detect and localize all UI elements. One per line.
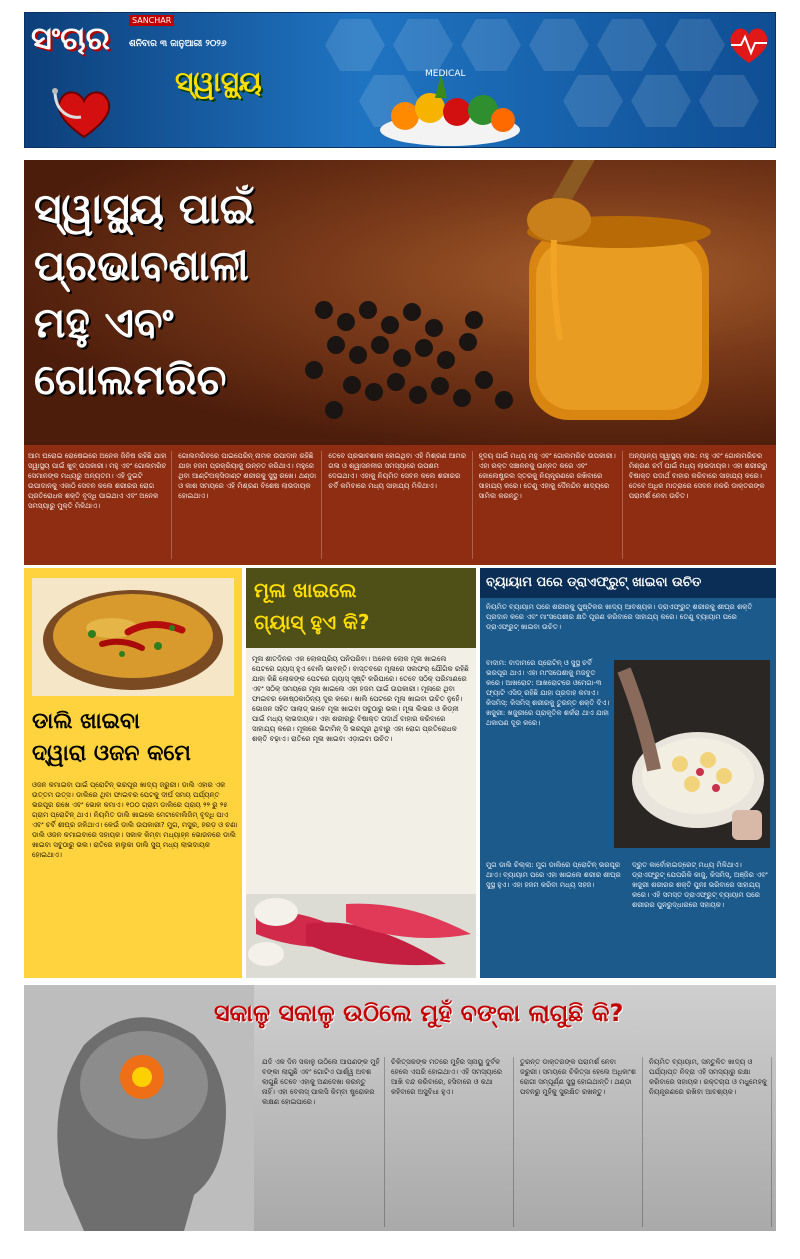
facial-palsy-column: ଯଦି ଏକ ଦିନ ସକାଳୁ ଉଠିଲେ ଆପଣଙ୍କ ମୁହଁ ବଙ୍କା ଲାଗୁଛି ଏବଂ ଗୋଟିଏ ପାର୍ଶ୍ୱ ଅବଶ ଲାଗୁଛି ତେବେ ଏହାକୁ ଅଣଦେଖା କରନ୍ତୁ ନାହିଁ। ଏହା ବେଲସ୍ ପାଲସି କିମ୍ବା ଷ୍ଟ୍ରୋକର ଲକ୍ଷଣ ହୋଇପାରେ। — [262, 1057, 385, 1227]
logo-tag: SANCHAR — [129, 15, 174, 26]
hex-decoration — [325, 19, 385, 71]
hero-column: ଆମ ଘରୋଇ ରୋଷେଇରେ ଅନେକ ଜିନିଷ ରହିଛି ଯାହା ସ୍ୱାସ୍ଥ୍ୟ ପାଇଁ ଖୁବ୍ ଉପକାରୀ। ମହୁ ଏବଂ ଗୋଲମରିଚ ସେମାନଙ୍କ ମଧ୍ୟରୁ ଅନ୍ୟତମ। ଏହି ଦୁଇଟି ଉପାଦାନକୁ ଏକାଠି ସେବନ କଲେ ଶରୀରର ରୋଗ ପ୍ରତିରୋଧକ ଶକ୍ତି ବୃଦ୍ଧି ପାଇଥାଏ ଏବଂ ଅନେକ ସମସ୍ୟାରୁ ମୁକ୍ତି ମିଳିଥାଏ। — [28, 451, 172, 559]
radish-article — [246, 568, 476, 978]
facial-palsy-article — [24, 985, 776, 1231]
radish-title-line: ଗ୍ୟାସ୍ ହୁଏ କି? — [254, 610, 370, 634]
hero-column: ଗୋଲମରିଚରେ ପାଇପେରିନ୍ ନାମକ ଉପାଦାନ ରହିଛି ଯାହା ହଜମ ପ୍ରକ୍ରିୟାକୁ ଉନ୍ନତ କରିଥାଏ। ମହୁରେ ଥିବା ଆଣ୍ଟିଅକ୍ସିଡାଣ୍ଟ ଶରୀରକୁ ସୁସ୍ଥ ରଖେ। ଥଣ୍ଡା ଓ କାଶ ସମୟରେ ଏହି ମିଶ୍ରଣ ବିଶେଷ ଲାଭଦାୟକ ହୋଇଥାଏ। — [178, 451, 322, 559]
dal-title — [32, 706, 236, 770]
hero-column: ଅନ୍ୟାନ୍ୟ ସ୍ୱାସ୍ଥ୍ୟ ଲାଭ: ମହୁ ଏବଂ ଗୋଲମରିଚର ମିଶ୍ରଣ ଚର୍ମ ପାଇଁ ମଧ୍ୟ ଲାଭଦାୟକ। ଏହା ଶରୀରରୁ ବିଷାକ୍ତ ପଦାର୍ଥ ବାହାର କରିବାରେ ସାହାଯ୍ୟ କରେ। ତେବେ ଅଧିକ ମାତ୍ରାରେ ସେବନ ନକରି ଡାକ୍ତରଙ୍କ ପରାମର୍ଶ ନେବା ଉଚିତ। — [628, 452, 768, 500]
dal-bowl-photo — [32, 578, 234, 696]
dal-title-line: ଦ୍ୱାରା ଓଜନ କମେ — [32, 741, 191, 766]
hero-title-line: ସ୍ୱାସ୍ଥ୍ୟ ପାଇଁ — [34, 184, 255, 233]
dry-fruits-title: ବ୍ୟାୟାମ ପରେ ଡ୍ରାଏଫ୍ରୁଟ୍ ଖାଇବା ଉଚିତ — [480, 568, 776, 598]
facial-palsy-column: ଚିକିତ୍ସକଙ୍କ ମତରେ ମୁହଁର ସ୍ନାୟୁ ଦୁର୍ବଳ ହେଲେ ଏପରି ହୋଇଥାଏ। ଏହି ସମସ୍ୟାରେ ଆଖି ବନ୍ଦ କରିବାରେ, ହସିବାରେ ଓ କଥା କହିବାରେ ଅସୁବିଧା ହୁଏ। — [391, 1057, 514, 1227]
radish-title — [254, 574, 470, 638]
hero-column: ହୃଦୟ ପାଇଁ ମଧ୍ୟ ମହୁ ଏବଂ ଗୋଲମରିଚ ଉପକାରୀ। ଏହା ରକ୍ତ ସଞ୍ଚାଳନକୁ ଉନ୍ନତ କରେ ଏବଂ କୋଲେଷ୍ଟ୍ରଲ ସ୍ତରକୁ ନିୟନ୍ତ୍ରଣରେ ରଖିବାରେ ସାହାଯ୍ୟ କରେ। ତେଣୁ ଏହାକୁ ଦୈନନ୍ଦିନ ଖାଦ୍ୟରେ ସାମିଲ କରନ୍ତୁ। — [479, 451, 623, 559]
dal-title-line: ଡାଲି ଖାଇବା — [32, 709, 140, 734]
hero-body — [24, 445, 776, 565]
stethoscope-heart-icon — [51, 83, 117, 143]
dal-body: ଓଜନ କମାଇବା ପାଇଁ ପ୍ରୋଟିନ୍ ଭରପୂର ଖାଦ୍ୟ ଜରୁରୀ। ଡାଲି ଏହାର ଏକ ଉତ୍ତମ ଉତ୍ସ। ଡାଲିରେ ଥିବା ଫାଇବର ପେଟକୁ ଦୀର୍ଘ ସମୟ ପର୍ଯ୍ୟନ୍ତ ଭରପୂର ରଖେ ଏବଂ ଭୋକ କମାଏ। ୧୦୦ ଗ୍ରାମ ଡାଲିରେ ପ୍ରାୟ ୨୨ ରୁ ୨୫ ଗ୍ରାମ ପ୍ରୋଟିନ୍ ଥାଏ। ନିୟମିତ ଡାଲି ଖାଇଲେ ମେଟାବୋଲିଜିମ୍ ବୃଦ୍ଧି ପାଏ ଏବଂ ଚର୍ବି ଶୀଘ୍ର ଜଳିଥାଏ। କେଉଁ ଡାଲି ଉପକାରୀ? ମୁଗ, ମସୁର, ହରଡ଼ ଓ ଚଣା ଡାଲି ଓଜନ କମାଇବାରେ ସହାୟକ। ସକାଳ କିମ୍ବା ମଧ୍ୟାହ୍ନ ଭୋଜନରେ ଡାଲି ଖାଇବା ସବୁଠାରୁ ଭଲ। ରାତିରେ ହାଲୁକା ଡାଲି ସୁପ୍ ମଧ୍ୟ ଲାଭଦାୟକ ହୋଇଥାଏ। — [32, 781, 238, 859]
oats-bowl-photo — [614, 660, 770, 848]
dry-fruits-article — [480, 568, 776, 978]
facial-palsy-column: ତୁରନ୍ତ ଡାକ୍ତରଙ୍କ ପରାମର୍ଶ ନେବା ଜରୁରୀ। ସମୟରେ ଚିକିତ୍ସା ହେଲେ ଅଧିକାଂଶ ରୋଗୀ ସମ୍ପୂର୍ଣ୍ଣ ସୁସ୍ଥ ହୋଇଥାନ୍ତି। ଥଣ୍ଡା ପବନରୁ ମୁହଁକୁ ସୁରକ୍ଷିତ ରଖନ୍ତୁ। — [520, 1057, 643, 1227]
hex-decoration — [597, 19, 657, 71]
hero-title-line: ଗୋଲମରିଚ — [34, 355, 227, 404]
honey-peppercorn-photo — [274, 160, 776, 445]
hex-decoration — [461, 19, 521, 71]
facial-palsy-body — [262, 1057, 772, 1227]
radish-title-line: ମୂଳା ଖାଇଲେ — [254, 578, 357, 602]
hex-decoration — [563, 75, 623, 127]
newspaper-logo: ସଂଚାର — [31, 19, 110, 57]
radish-body: ମୂଳା ଶୀତଦିନର ଏକ ଲୋକପ୍ରିୟ ପନିପରିବା। ଅନେକ ଲୋକ ମୂଳା ଖାଇଲେ ପେଟରେ ଗ୍ୟାସ୍ ହୁଏ ବୋଲି ଭାବନ୍ତି। ବାସ୍ତବରେ ମୂଳାରେ ସଲଫର୍ ଯୌଗିକ ରହିଛି ଯାହା କିଛି ଲୋକଙ୍କ ପେଟରେ ଗ୍ୟାସ୍ ସୃଷ୍ଟି କରିପାରେ। ତେବେ ସଠିକ୍ ପରିମାଣରେ ଏବଂ ସଠିକ୍ ସମୟରେ ମୂଳା ଖାଇଲେ ଏହା ହଜମ ପାଇଁ ଉପକାରୀ। ମୂଳାରେ ଥିବା ଫାଇବର କୋଷ୍ଠକାଠିନ୍ୟ ଦୂର କରେ। ଖାଲି ପେଟରେ ମୂଳା ଖାଇବା ଉଚିତ ନୁହେଁ। ଭୋଜନ ସହିତ ସାଲାଡ୍ ଭାବେ ମୂଳା ଖାଇବା ସବୁଠାରୁ ଭଲ। ମୂଳା ଲିଭର ଓ କିଡ୍ନୀ ପାଇଁ ମଧ୍ୟ ଲାଭଦାୟକ। ଏହା ଶରୀରରୁ ବିଷାକ୍ତ ପଦାର୍ଥ ବାହାର କରିବାରେ ସାହାଯ୍ୟ କରେ। ମୂଳାରେ ଭିଟାମିନ୍ ସି ଭରପୂର ଥିବାରୁ ଏହା ରୋଗ ପ୍ରତିରୋଧକ ଶକ୍ତି ବଢ଼ାଏ। ରାତିରେ ମୂଳା ଖାଇବା ଏଡ଼ାଇବା ଉଚିତ। — [252, 655, 469, 743]
masthead — [24, 12, 776, 148]
hex-decoration — [665, 19, 725, 71]
dry-fruits-bottom-left: ମୁଗ ଡାଲି ଚିଲ୍ଲା: ମୁଗ ଡାଲିରେ ପ୍ରୋଟିନ୍ ଭରପୂର ଥାଏ। ବ୍ୟାୟାମ ପରେ ଏହା ଖାଇଲେ ଶରୀର ଶୀଘ୍ର ସୁସ୍ଥ ହୁଏ। ଏହା ହଜମ କରିବା ମଧ୍ୟ ସହଜ। — [486, 861, 621, 889]
dal-article — [24, 568, 242, 978]
medical-label: MEDICAL — [425, 69, 466, 79]
hex-decoration — [631, 75, 691, 127]
heart-icon — [725, 21, 773, 69]
dry-fruits-side-text: ବାଦାମ: ବାଦାମରେ ପ୍ରୋଟିନ୍ ଓ ସୁସ୍ଥ ଚର୍ବି ଭରପୂର ଥାଏ। ଏହା ମାଂସପେଶୀକୁ ମଜବୁତ କରେ। ଆଖରୋଟ: ଆଖରୋଟରେ ଓମେଗା-୩ ଫ୍ୟାଟି ଏସିଡ୍ ରହିଛି ଯାହା ପ୍ରଦାହ କମାଏ। କିସମିସ୍: କିସମିସ୍ ଶରୀରକୁ ତୁରନ୍ତ ଶକ୍ତି ଦିଏ। ଖଜୁରୀ: ଖଜୁରୀରେ ପ୍ରାକୃତିକ ଶର୍କରା ଥାଏ ଯାହା ଥକାପଣ ଦୂର କରେ। — [486, 659, 610, 727]
hero-title — [34, 180, 334, 408]
radish-header — [246, 568, 476, 648]
facial-palsy-title: ସକାଳୁ ସକାଳୁ ଉଠିଲେ ମୁହଁ ବଙ୍କା ଲାଗୁଛି କି? — [214, 999, 624, 1027]
fruit-bowl-icon — [375, 68, 525, 148]
issue-date: ଶନିବାର ୩ ଜାନୁଆରୀ ୨୦୨୬ — [129, 39, 227, 49]
hero-article — [24, 160, 776, 445]
hero-column: ତେବେ ପ୍ରଭାବଶାଳୀ ହୋଇଥିବା ଏହି ମିଶ୍ରଣ ଆମର ଗଳା ଓ ଶ୍ୱାସନଳୀର ସମସ୍ୟାରେ ଉପଶମ ଦେଇଥାଏ। ଏହାକୁ ନିୟମିତ ସେବନ କଲେ ଶରୀରର ଚର୍ବି କମିବାରେ ମଧ୍ୟ ସାହାଯ୍ୟ ମିଳିଥାଏ। — [328, 451, 472, 559]
hero-title-line: ମହୁ ଏବଂ — [34, 298, 174, 347]
dry-fruits-bottom-right: ଦ୍ରୁତ କାର୍ବୋହାଇଡ୍ରେଟ୍ ମଧ୍ୟ ମିଳିଥାଏ। ଡ୍ରାଏଫ୍ରୁଟ୍ ଯେପରିକି କାଜୁ, କିସମିସ୍, ଅଞ୍ଜିର ଏବଂ ଖଜୁରୀ ଶରୀରର ଶକ୍ତି ପୁନଃ ଭରିବାରେ ସାହାଯ୍ୟ କରେ। ଏହି ସମସ୍ତ ଡ୍ରାଏଫ୍ରୁଟ୍ ବ୍ୟାୟାମ ପରେ ଶରୀରର ପୁନରୁଦ୍ଧାରରେ ସହାୟକ। — [632, 861, 768, 909]
section-title: ସ୍ୱାସ୍ଥ୍ୟ — [175, 65, 262, 98]
dry-fruits-intro: ନିୟମିତ ବ୍ୟାୟାମ ପରେ ଶରୀରକୁ ପୁଷ୍ଟିକର ଖାଦ୍ୟ ଆବଶ୍ୟକ। ଡ୍ରାଏଫ୍ରୁଟ୍ ଶରୀରକୁ ଶୀଘ୍ର ଶକ୍ତି ପ୍ରଦାନ କରେ ଏବଂ ମାଂସପେଶୀର କ୍ଷତି ପୂରଣ କରିବାରେ ସାହାଯ୍ୟ କରେ। ତେଣୁ ବ୍ୟାୟାମ ପରେ ଡ୍ରାଏଫ୍ରୁଟ୍ ଖାଇବା ଉଚିତ। — [486, 603, 753, 631]
hero-title-line: ପ୍ରଭାବଶାଳୀ — [34, 241, 249, 290]
radish-photo — [246, 894, 476, 978]
hex-decoration — [699, 75, 759, 127]
facial-palsy-column: ନିୟମିତ ବ୍ୟାୟାମ, ସନ୍ତୁଳିତ ଖାଦ୍ୟ ଓ ପର୍ଯ୍ୟାପ୍ତ ନିଦ୍ରା ଏହି ସମସ୍ୟାରୁ ରକ୍ଷା କରିବାରେ ସହାୟକ। ରକ୍ତଚାପ ଓ ମଧୁମେହକୁ ନିୟନ୍ତ୍ରଣରେ ରଖିବା ଆବଶ୍ୟକ। — [649, 1057, 772, 1227]
hex-decoration — [529, 19, 589, 71]
